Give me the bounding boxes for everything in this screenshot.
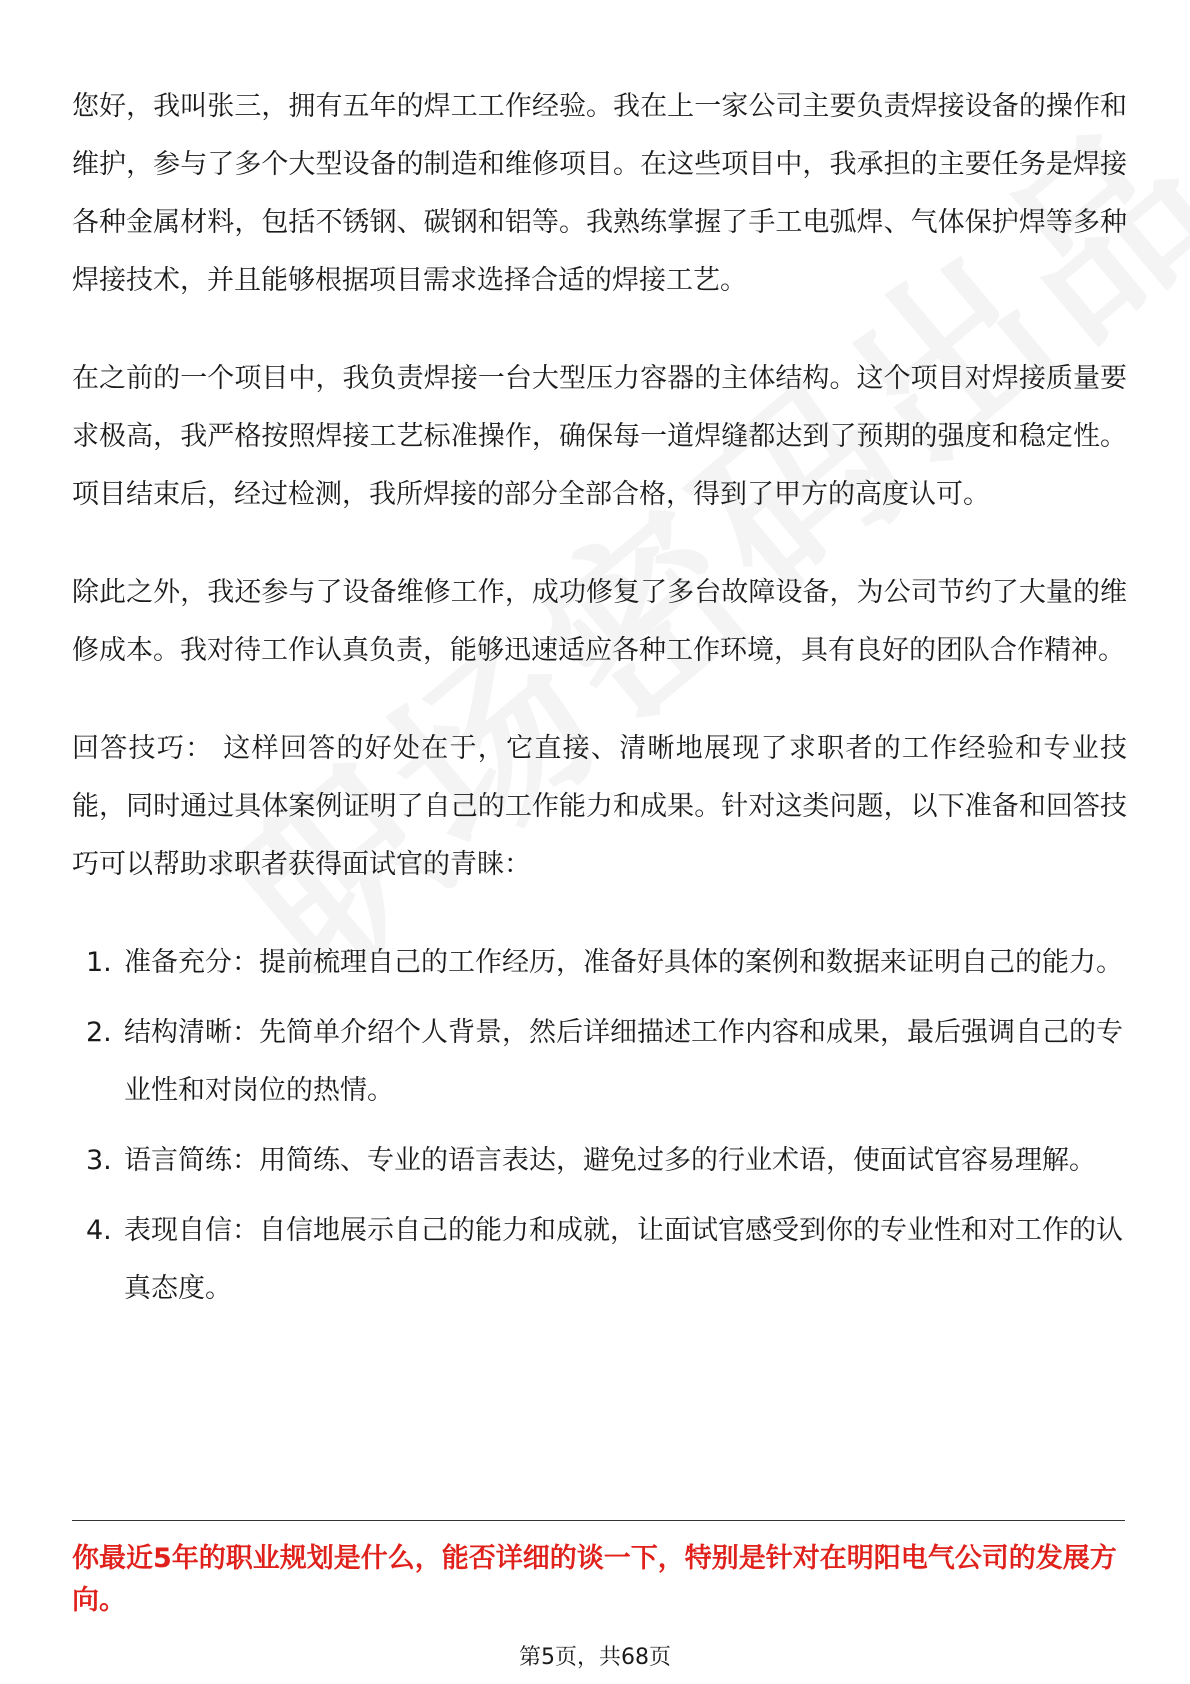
tip-number: 1.: [86, 947, 112, 978]
tip-item: [72, 934, 1127, 992]
tip-text: 语言简练：用简练、专业的语言表达，避免过多的行业术语，使面试官容易理解。: [124, 1145, 1096, 1176]
tip-number: 3.: [86, 1145, 112, 1176]
answer-content: [72, 78, 1127, 1330]
tip-text: 结构清晰：先简单介绍个人背景，然后详细描述工作内容和成果，最后强调自己的专业性和对岗位的热情。: [124, 1017, 1123, 1106]
next-question: 你最近5年的职业规划是什么，能否详细的谈一下，特别是针对在明阳电气公司的发展方向。: [72, 1543, 1117, 1616]
tip-item: [72, 1004, 1127, 1120]
answer-paragraph-3: 除此之外，我还参与了设备维修工作，成功修复了多台故障设备，为公司节约了大量的维修成本。我对待工作认真负责，能够迅速适应各种工作环境，具有良好的团队合作精神。: [72, 577, 1127, 666]
answer-tips-intro: 回答技巧： 这样回答的好处在于，它直接、清晰地展现了求职者的工作经验和专业技能，同时通过具体案例证明了自己的工作能力和成果。针对这类问题，以下准备和回答技巧可以帮助求职者获得面试官的青睐：: [72, 733, 1127, 880]
tip-item: [72, 1132, 1127, 1190]
answer-paragraph-1: 您好，我叫张三，拥有五年的焊工工作经验。我在上一家公司主要负责焊接设备的操作和维护，参与了多个大型设备的制造和维修项目。在这些项目中，我承担的主要任务是焊接各种金属材料，包括不锈钢、碳钢和铝等。我熟练掌握了手工电弧焊、气体保护焊等多种焊接技术，并且能够根据项目需求选择合适的焊接工艺。: [72, 91, 1127, 296]
page-footer: 第5页，共68页: [519, 1645, 671, 1670]
tip-number: 4.: [86, 1215, 112, 1246]
section-divider: [72, 1520, 1125, 1521]
tip-number: 2.: [86, 1017, 112, 1048]
tips-list: [72, 934, 1127, 1318]
tip-item: [72, 1202, 1127, 1318]
answer-paragraph-2: 在之前的一个项目中，我负责焊接一台大型压力容器的主体结构。这个项目对焊接质量要求极高，我严格按照焊接工艺标准操作，确保每一道焊缝都达到了预期的强度和稳定性。项目结束后，经过检测，我所焊接的部分全部合格，得到了甲方的高度认可。: [72, 363, 1127, 510]
tip-text: 表现自信：自信地展示自己的能力和成就，让面试官感受到你的专业性和对工作的认真态度。: [124, 1215, 1123, 1304]
tip-text: 准备充分：提前梳理自己的工作经历，准备好具体的案例和数据来证明自己的能力。: [124, 947, 1123, 978]
